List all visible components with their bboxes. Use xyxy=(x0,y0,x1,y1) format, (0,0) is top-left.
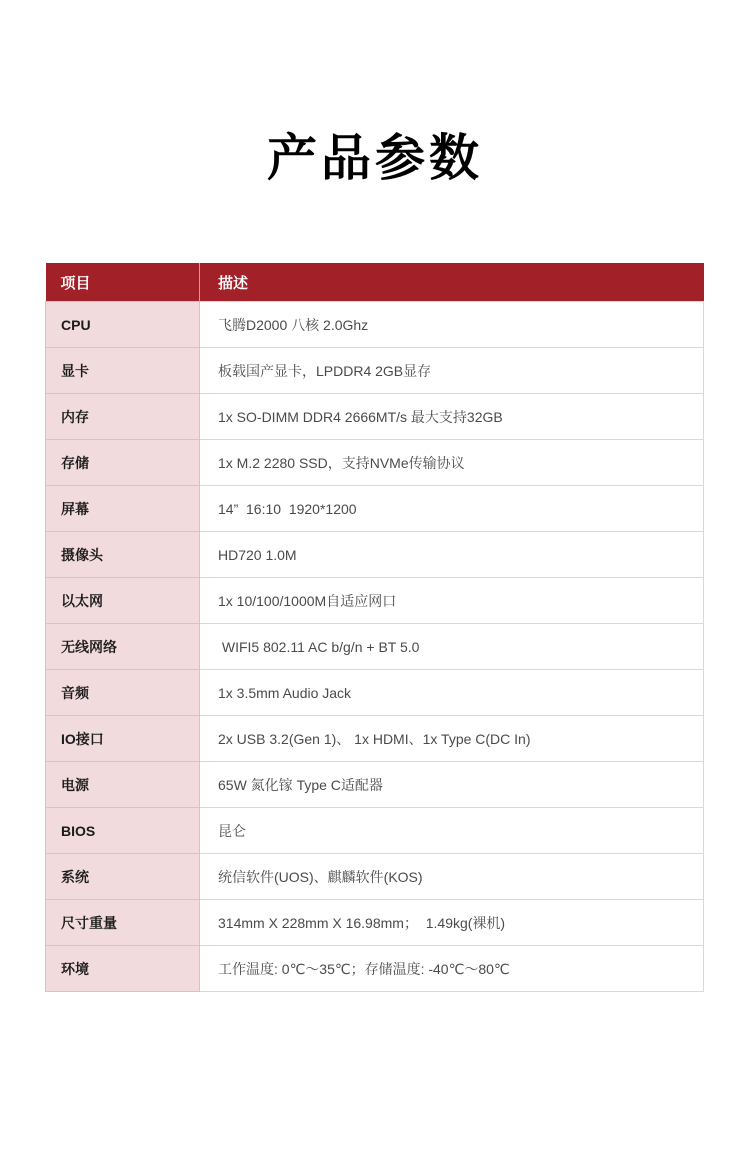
table-row xyxy=(46,762,704,808)
desc-cell: 板载国产显卡，LPDDR4 2GB显存 xyxy=(200,348,704,394)
desc-cell: 14” 16:10 1920*1200 xyxy=(200,486,704,532)
desc-cell: 1x 3.5mm Audio Jack xyxy=(200,670,704,716)
desc-cell: HD720 1.0M xyxy=(200,532,704,578)
table-row xyxy=(46,302,704,348)
desc-cell: 飞腾D2000 八核 2.0Ghz xyxy=(200,302,704,348)
item-cell: CPU xyxy=(46,302,200,348)
table-row xyxy=(46,808,704,854)
item-cell: 尺寸重量 xyxy=(46,900,200,946)
table-row xyxy=(46,624,704,670)
header-row xyxy=(46,263,704,302)
item-cell: 音频 xyxy=(46,670,200,716)
spec-table-body xyxy=(46,302,704,992)
item-cell: 环境 xyxy=(46,946,200,992)
table-row xyxy=(46,670,704,716)
spec-table xyxy=(45,263,704,992)
table-row xyxy=(46,578,704,624)
desc-cell: 314mm X 228mm X 16.98mm； 1.49kg(裸机) xyxy=(200,900,704,946)
table-row xyxy=(46,394,704,440)
item-cell: IO接口 xyxy=(46,716,200,762)
table-row xyxy=(46,486,704,532)
column-header-item: 项目 xyxy=(46,263,200,302)
table-row xyxy=(46,716,704,762)
table-row xyxy=(46,532,704,578)
item-cell: BIOS xyxy=(46,808,200,854)
table-row xyxy=(46,854,704,900)
table-row xyxy=(46,348,704,394)
table-row xyxy=(46,900,704,946)
item-cell: 以太网 xyxy=(46,578,200,624)
table-row xyxy=(46,440,704,486)
item-cell: 屏幕 xyxy=(46,486,200,532)
desc-cell: 65W 氮化镓 Type C适配器 xyxy=(200,762,704,808)
desc-cell: 统信软件(UOS)、麒麟软件(KOS) xyxy=(200,854,704,900)
item-cell: 电源 xyxy=(46,762,200,808)
item-cell: 存储 xyxy=(46,440,200,486)
desc-cell: WIFI5 802.11 AC b/g/n + BT 5.0 xyxy=(200,624,704,670)
item-cell: 摄像头 xyxy=(46,532,200,578)
item-cell: 无线网络 xyxy=(46,624,200,670)
column-header-desc: 描述 xyxy=(200,263,704,302)
item-cell: 内存 xyxy=(46,394,200,440)
table-row xyxy=(46,946,704,992)
spec-table-container xyxy=(45,263,704,992)
item-cell: 显卡 xyxy=(46,348,200,394)
item-cell: 系统 xyxy=(46,854,200,900)
desc-cell: 1x SO-DIMM DDR4 2666MT/s 最大支持32GB xyxy=(200,394,704,440)
desc-cell: 1x M.2 2280 SSD，支持NVMe传输协议 xyxy=(200,440,704,486)
page-title: 产品参数 xyxy=(267,130,483,186)
desc-cell: 1x 10/100/1000M自适应网口 xyxy=(200,578,704,624)
desc-cell: 昆仑 xyxy=(200,808,704,854)
desc-cell: 工作温度: 0℃～35℃；存储温度: -40℃～80℃ xyxy=(200,946,704,992)
desc-cell: 2x USB 3.2(Gen 1)、 1x HDMI、1x Type C(DC In) xyxy=(200,716,704,762)
